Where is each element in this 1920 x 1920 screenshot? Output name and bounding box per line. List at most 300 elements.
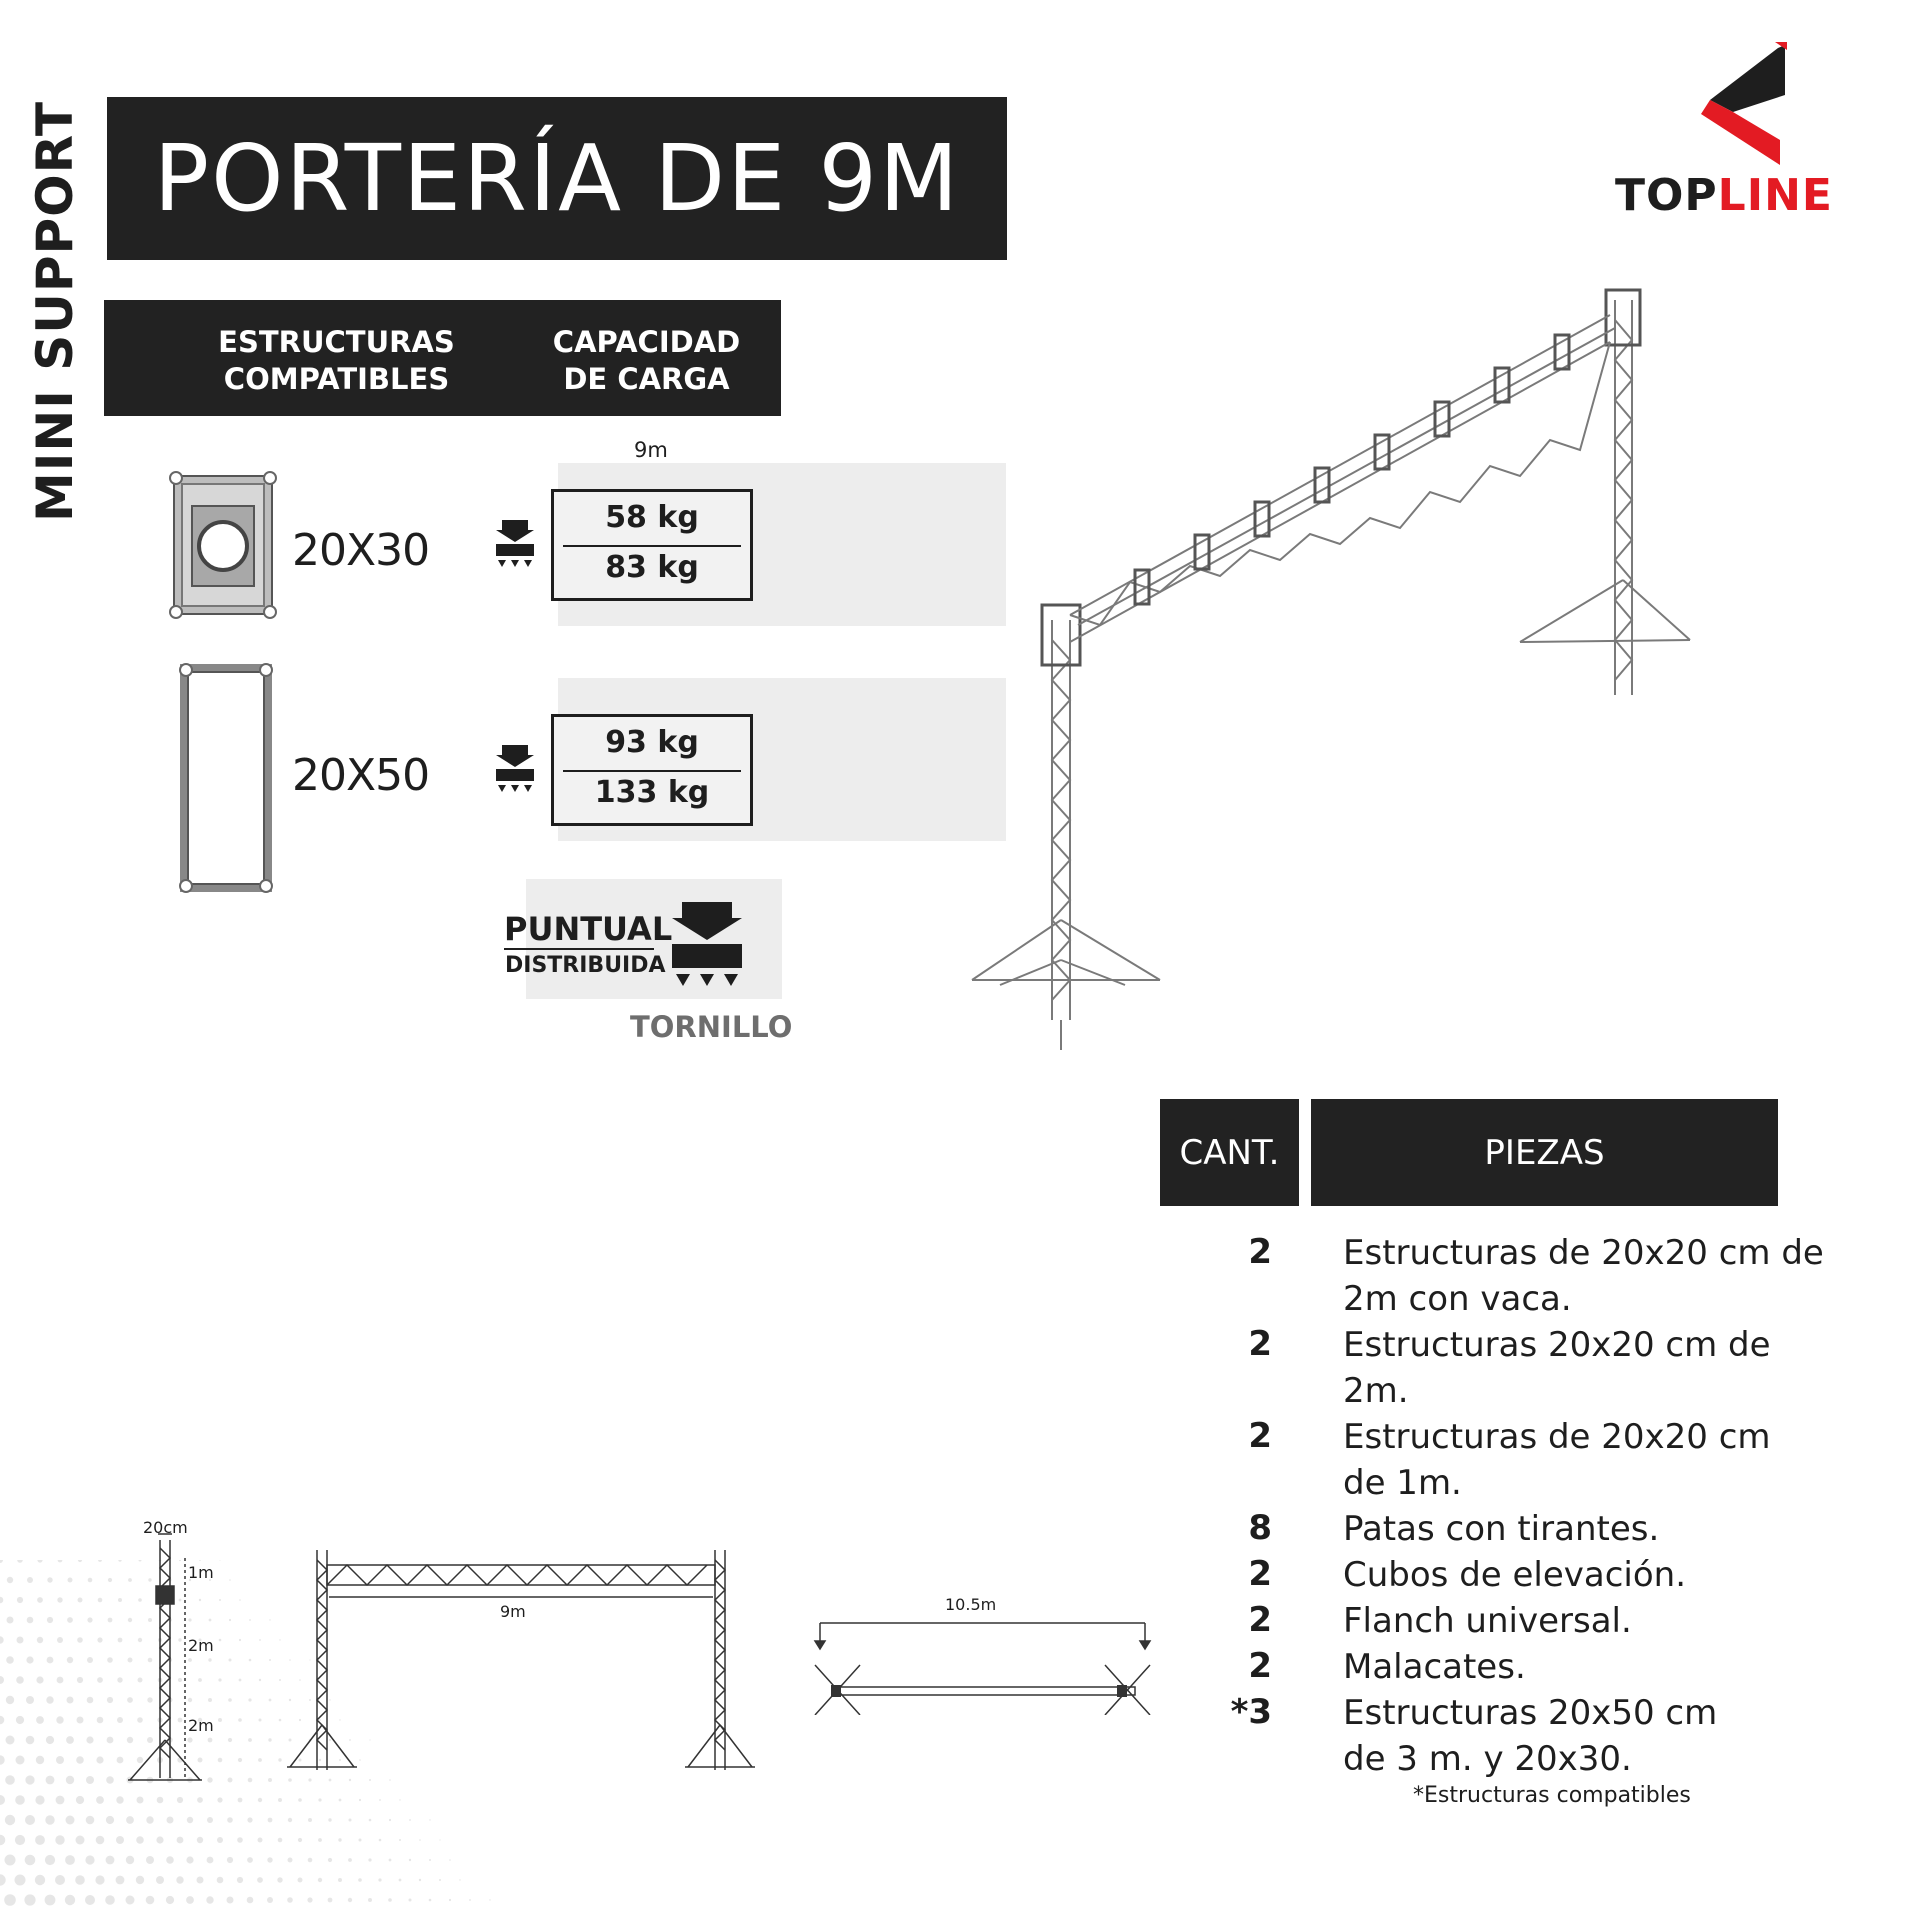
halftone-dot xyxy=(239,1599,241,1601)
halftone-dot xyxy=(277,1877,282,1882)
part-description: Estructuras 20x50 cm de 3 m. y 20x30. xyxy=(1343,1693,1718,1779)
part-description: Estructuras de 20x20 cm de 2m con vaca. xyxy=(1343,1233,1824,1319)
halftone-dot xyxy=(105,1895,115,1905)
halftone-dot xyxy=(328,1898,333,1903)
halftone-dot xyxy=(318,1878,322,1882)
halftone-dot xyxy=(307,1897,312,1902)
halftone-dot xyxy=(429,1819,430,1820)
dim-length: 10.5m xyxy=(945,1595,997,1614)
halftone-dot xyxy=(338,1878,342,1882)
halftone-dot xyxy=(107,1697,113,1703)
truss-20x50-icon xyxy=(176,660,276,896)
halftone-dot xyxy=(219,1599,221,1601)
logo-text: TOPLINE xyxy=(1615,170,1833,221)
halftone-dot xyxy=(46,1776,55,1785)
header-compatible-structures: ESTRUCTURAS COMPATIBLES xyxy=(218,325,455,396)
halftone-dot xyxy=(218,1758,223,1763)
halftone-dot xyxy=(107,1657,113,1663)
halftone-dot xyxy=(36,1756,44,1764)
halftone-dot xyxy=(439,1839,440,1840)
halftone-dot xyxy=(269,1659,271,1661)
part-description: Malacates. xyxy=(1343,1647,1526,1687)
halftone-dot xyxy=(409,1859,411,1861)
halftone-dot xyxy=(247,1897,254,1904)
load-type-icon xyxy=(496,745,534,795)
halftone-dot xyxy=(146,1896,155,1905)
halftone-dot xyxy=(97,1637,102,1642)
halftone-dot xyxy=(368,1898,372,1902)
halftone-dot xyxy=(248,1778,253,1783)
halftone-dot xyxy=(37,1637,43,1643)
halftone-dot xyxy=(15,1795,25,1805)
halftone-dot xyxy=(166,1896,174,1904)
halftone-dot xyxy=(259,1639,261,1641)
halftone-dot xyxy=(157,1797,164,1804)
halftone-dot xyxy=(269,1699,272,1702)
halftone-dot xyxy=(7,1617,14,1624)
point-load-value: 58 kg xyxy=(605,500,699,535)
halftone-dot xyxy=(219,1560,220,1561)
halftone-dot xyxy=(217,1837,223,1843)
halftone-dot xyxy=(87,1657,93,1663)
halftone-dot xyxy=(369,1779,371,1781)
halftone-dot xyxy=(65,1855,75,1865)
front-view-diagram xyxy=(285,1545,755,1770)
halftone-dot xyxy=(287,1897,293,1903)
halftone-dot xyxy=(238,1718,242,1722)
halftone-dot xyxy=(258,1798,262,1802)
halftone-dot xyxy=(218,1718,222,1722)
halftone-dot xyxy=(66,1776,74,1784)
halftone-dot xyxy=(56,1716,63,1723)
truss-label-20x50: 20X50 xyxy=(292,750,430,801)
halftone-dot xyxy=(379,1839,382,1842)
halftone-dot xyxy=(26,1696,34,1704)
halftone-dot xyxy=(17,1560,23,1563)
halftone-dot xyxy=(57,1637,63,1643)
halftone-dot xyxy=(16,1756,25,1765)
halftone-dot xyxy=(57,1597,62,1602)
halftone-dot xyxy=(76,1836,85,1845)
top-view-diagram xyxy=(805,1615,1155,1715)
halftone-dot xyxy=(47,1657,54,1664)
halftone-dot xyxy=(268,1818,273,1823)
halftone-dot xyxy=(228,1778,233,1783)
halftone-dot xyxy=(126,1896,135,1905)
part-description: Cubos de elevación. xyxy=(1343,1555,1687,1595)
halftone-dot xyxy=(78,1560,82,1562)
halftone-dot xyxy=(25,1775,34,1784)
halftone-dot xyxy=(267,1897,273,1903)
halftone-dot xyxy=(449,1859,451,1861)
halftone-dot xyxy=(45,1855,55,1865)
halftone-dot xyxy=(419,1879,421,1881)
halftone-dot xyxy=(268,1778,272,1782)
dim-width: 20cm xyxy=(143,1518,188,1537)
halftone-dot xyxy=(248,1698,251,1701)
halftone-dot xyxy=(278,1758,281,1761)
distributed-load-value: 83 kg xyxy=(605,550,699,585)
halftone-dot xyxy=(107,1737,114,1744)
halftone-dot xyxy=(106,1776,114,1784)
halftone-dot xyxy=(258,1758,262,1762)
halftone-dot xyxy=(4,1894,16,1906)
halftone-dot xyxy=(55,1875,65,1885)
halftone-dot xyxy=(67,1697,74,1704)
halftone-dot xyxy=(328,1818,331,1821)
halftone-dot xyxy=(96,1796,104,1804)
halftone-dot xyxy=(388,1898,392,1902)
halftone-dot xyxy=(359,1799,361,1801)
halftone-dot xyxy=(116,1876,125,1885)
halftone-dot xyxy=(389,1819,391,1821)
halftone-dot xyxy=(186,1856,193,1863)
halftone-dot xyxy=(429,1899,432,1902)
halftone-dot xyxy=(227,1817,233,1823)
halftone-dot xyxy=(66,1816,75,1825)
qty-column-header: CANT. xyxy=(1160,1099,1299,1206)
halftone-dot xyxy=(56,1796,65,1805)
halftone-dot xyxy=(237,1837,243,1843)
halftone-dot xyxy=(108,1578,112,1582)
halftone-dot xyxy=(279,1679,281,1681)
halftone-dot xyxy=(106,1856,115,1865)
part-qty: *3 xyxy=(1230,1692,1272,1732)
part-description: Flanch universal. xyxy=(1343,1601,1632,1641)
halftone-dot xyxy=(86,1776,94,1784)
halftone-dot xyxy=(267,1857,272,1862)
part-qty: 2 xyxy=(1248,1646,1272,1686)
halftone-dot xyxy=(239,1679,242,1682)
halftone-dot xyxy=(37,1597,43,1603)
halftone-dot xyxy=(338,1838,341,1841)
halftone-dot xyxy=(65,1895,75,1905)
halftone-dot xyxy=(409,1899,412,1902)
side-view-diagram xyxy=(120,1518,210,1793)
halftone-dot xyxy=(77,1637,83,1643)
halftone-dot xyxy=(249,1659,252,1662)
halftone-dot xyxy=(227,1857,233,1863)
halftone-dot xyxy=(217,1877,224,1884)
halftone-dot xyxy=(78,1598,83,1603)
halftone-dot xyxy=(248,1738,252,1742)
halftone-dot xyxy=(27,1617,34,1624)
load-box-20x50 xyxy=(551,714,753,826)
halftone-dot xyxy=(77,1717,84,1724)
halftone-dot xyxy=(166,1856,174,1864)
halftone-dot xyxy=(318,1838,322,1842)
halftone-dot xyxy=(389,1779,391,1781)
halftone-dot xyxy=(66,1736,74,1744)
halftone-dot xyxy=(399,1879,402,1882)
halftone-dot xyxy=(177,1837,184,1844)
halftone-dot xyxy=(97,1717,104,1724)
dim-seg1: 1m xyxy=(188,1563,214,1582)
halftone-dot xyxy=(247,1857,253,1863)
halftone-dot xyxy=(459,1879,460,1880)
halftone-dot xyxy=(349,1819,352,1822)
halftone-dot xyxy=(258,1838,263,1843)
title-bar xyxy=(107,97,1007,260)
halftone-dot xyxy=(399,1799,400,1800)
halftone-dot xyxy=(47,1577,52,1582)
part-qty: 2 xyxy=(1248,1416,1272,1456)
halftone-dot xyxy=(0,1676,4,1684)
halftone-dot xyxy=(399,1839,401,1841)
halftone-dot xyxy=(17,1637,24,1644)
halftone-dot xyxy=(469,1899,471,1901)
halftone-dot xyxy=(308,1818,312,1822)
part-qty: 8 xyxy=(1248,1508,1272,1548)
halftone-dot xyxy=(308,1778,311,1781)
halftone-dot xyxy=(219,1639,222,1642)
halftone-dot xyxy=(37,1560,42,1563)
halftone-dot xyxy=(259,1719,262,1722)
load-box-20x30 xyxy=(551,489,753,601)
halftone-dot xyxy=(6,1696,14,1704)
halftone-dot xyxy=(47,1617,53,1623)
halftone-dot xyxy=(0,1597,3,1604)
halftone-dot xyxy=(239,1639,241,1641)
halftone-dot xyxy=(197,1797,203,1803)
halftone-dot xyxy=(5,1775,15,1785)
halftone-dot xyxy=(269,1619,270,1620)
halftone-dot xyxy=(26,1656,33,1663)
halftone-dot xyxy=(329,1779,332,1782)
halftone-dot xyxy=(68,1578,73,1583)
halftone-dot xyxy=(228,1738,232,1742)
halftone-dot xyxy=(218,1678,221,1681)
halftone-dot xyxy=(449,1899,451,1901)
halftone-dot xyxy=(35,1875,45,1885)
halftone-dot xyxy=(5,1815,15,1825)
halftone-dot xyxy=(308,1858,313,1863)
halftone-dot xyxy=(379,1799,381,1801)
halftone-dot xyxy=(35,1835,45,1845)
halftone-dot xyxy=(288,1818,292,1822)
part-qty: 2 xyxy=(1248,1324,1272,1364)
halftone-dot xyxy=(217,1797,222,1802)
halftone-dot xyxy=(227,1897,234,1904)
footnote: *Estructuras compatibles xyxy=(1413,1783,1691,1808)
halftone-dot xyxy=(45,1895,56,1906)
halftone-dot xyxy=(206,1896,213,1903)
goalpost-illustration xyxy=(960,280,1710,1060)
halftone-dot xyxy=(349,1779,351,1781)
span-label: 9m xyxy=(634,438,668,462)
halftone-dot xyxy=(116,1796,123,1803)
halftone-dot xyxy=(186,1896,194,1904)
halftone-dot xyxy=(177,1797,183,1803)
part-description: Estructuras de 20x20 cm de 1m. xyxy=(1343,1417,1771,1503)
part-description: Estructuras 20x20 cm de 2m. xyxy=(1343,1325,1771,1411)
halftone-dot xyxy=(207,1817,213,1823)
dim-seg2: 2m xyxy=(188,1636,214,1655)
legend-load-icon xyxy=(672,902,742,990)
halftone-dot xyxy=(87,1697,94,1704)
spec-header xyxy=(104,300,781,416)
point-load-value: 93 kg xyxy=(605,725,699,760)
halftone-dot xyxy=(35,1795,44,1804)
halftone-dot xyxy=(228,1698,232,1702)
halftone-dot xyxy=(298,1838,302,1842)
part-qty: 2 xyxy=(1248,1554,1272,1594)
halftone-dot xyxy=(137,1797,144,1804)
halftone-dot xyxy=(25,1855,36,1866)
halftone-dot xyxy=(176,1876,183,1883)
distributed-load-value: 133 kg xyxy=(594,775,710,810)
halftone-dot xyxy=(126,1856,134,1864)
halftone-dot xyxy=(259,1679,261,1681)
halftone-dot xyxy=(298,1798,302,1802)
halftone-dot xyxy=(229,1619,231,1621)
halftone-dot xyxy=(45,1815,54,1824)
topline-logo xyxy=(1615,40,1885,220)
halftone-dot xyxy=(16,1716,24,1724)
halftone-dot xyxy=(136,1836,144,1844)
halftone-dot xyxy=(146,1816,153,1823)
halftone-dot xyxy=(0,1835,5,1846)
halftone-dot xyxy=(238,1758,242,1762)
halftone-dot xyxy=(156,1876,164,1884)
halftone-dot xyxy=(67,1617,73,1623)
halftone-dot xyxy=(257,1877,263,1883)
halftone-dot xyxy=(318,1798,321,1801)
halftone-dot xyxy=(126,1816,134,1824)
halftone-dot xyxy=(288,1858,293,1863)
halftone-dot xyxy=(136,1876,144,1884)
halftone-dot xyxy=(167,1817,174,1824)
halftone-dot xyxy=(6,1656,14,1664)
halftone-dot xyxy=(46,1736,54,1744)
halftone-dot xyxy=(5,1855,16,1866)
dim-span: 9m xyxy=(500,1602,526,1621)
halftone-dot xyxy=(419,1839,421,1841)
halftone-dot xyxy=(67,1657,73,1663)
part-description: Patas con tirantes. xyxy=(1343,1509,1660,1549)
halftone-dot xyxy=(0,1636,4,1643)
halftone-dot xyxy=(15,1875,26,1886)
halftone-dot xyxy=(279,1719,282,1722)
halftone-dot xyxy=(237,1877,243,1883)
halftone-dot xyxy=(298,1878,303,1883)
halftone-dot xyxy=(36,1676,43,1683)
halftone-dot xyxy=(108,1618,113,1623)
halftone-dot xyxy=(26,1736,35,1745)
halftone-dot xyxy=(0,1560,3,1563)
halftone-dot xyxy=(268,1738,271,1741)
halftone-dot xyxy=(24,1894,35,1905)
halftone-dot xyxy=(15,1835,25,1845)
halftone-dot xyxy=(87,1617,92,1622)
halftone-dot xyxy=(359,1839,362,1842)
halftone-dot xyxy=(106,1816,114,1824)
halftone-dot xyxy=(249,1619,251,1621)
halftone-dot xyxy=(348,1858,352,1862)
halftone-dot xyxy=(116,1836,124,1844)
halftone-dot xyxy=(36,1716,44,1724)
halftone-dot xyxy=(6,1736,15,1745)
logo-mark-icon xyxy=(1615,40,1885,170)
halftone-dot xyxy=(86,1736,93,1743)
halftone-dot xyxy=(238,1798,243,1803)
halftone-dot xyxy=(96,1756,103,1763)
halftone-dot xyxy=(369,1819,372,1822)
halftone-dot xyxy=(55,1835,64,1844)
truss-label-20x30: 20X30 xyxy=(292,525,430,576)
halftone-dot xyxy=(146,1856,154,1864)
halftone-dot xyxy=(229,1579,231,1581)
legend-divider xyxy=(504,948,654,950)
halftone-dot xyxy=(339,1799,342,1802)
halftone-dot xyxy=(27,1577,33,1583)
halftone-dot xyxy=(57,1677,64,1684)
halftone-dot xyxy=(76,1796,84,1804)
halftone-dot xyxy=(278,1798,282,1802)
halftone-dot xyxy=(95,1875,104,1884)
halftone-dot xyxy=(0,1755,5,1764)
dim-seg3: 2m xyxy=(188,1716,214,1735)
halftone-dot xyxy=(46,1696,53,1703)
halftone-dot xyxy=(17,1597,23,1603)
legend-mount: TORNILLO xyxy=(630,1010,793,1044)
halftone-dot xyxy=(0,1795,5,1805)
halftone-dot xyxy=(16,1676,24,1684)
halftone-dot xyxy=(156,1836,163,1843)
parts-column-header: PIEZAS xyxy=(1311,1099,1778,1206)
truss-20x30-icon xyxy=(168,470,278,620)
halftone-dot xyxy=(197,1877,204,1884)
halftone-dot xyxy=(409,1819,411,1821)
halftone-dot xyxy=(288,1778,292,1782)
halftone-dot xyxy=(58,1560,63,1562)
load-type-icon xyxy=(496,520,534,570)
halftone-dot xyxy=(0,1716,4,1725)
halftone-dot xyxy=(96,1836,105,1845)
halftone-dot xyxy=(98,1598,103,1603)
halftone-dot xyxy=(279,1639,280,1640)
legend-distributed: DISTRIBUIDA xyxy=(505,953,666,978)
halftone-dot xyxy=(25,1815,35,1825)
halftone-dot xyxy=(197,1837,203,1843)
halftone-dot xyxy=(56,1756,64,1764)
halftone-dot xyxy=(75,1875,85,1885)
halftone-dot xyxy=(368,1858,371,1861)
halftone-dot xyxy=(207,1857,214,1864)
halftone-dot xyxy=(247,1817,252,1822)
part-qty: 2 xyxy=(1248,1600,1272,1640)
halftone-dot xyxy=(439,1879,441,1881)
halftone-dot xyxy=(77,1677,83,1683)
halftone-dot xyxy=(86,1816,95,1825)
halftone-dot xyxy=(348,1898,352,1902)
halftone-dot xyxy=(88,1578,93,1583)
halftone-dot xyxy=(97,1677,103,1683)
halftone-dot xyxy=(429,1859,431,1861)
halftone-dot xyxy=(7,1577,13,1583)
halftone-dot xyxy=(85,1855,94,1864)
legend-point: PUNTUAL xyxy=(504,910,673,948)
halftone-dot xyxy=(0,1874,6,1885)
header-load-capacity: CAPACIDAD DE CARGA xyxy=(552,325,741,396)
halftone-dot xyxy=(358,1878,362,1882)
halftone-dot xyxy=(76,1756,84,1764)
part-qty: 2 xyxy=(1248,1232,1272,1272)
halftone-dot xyxy=(98,1560,102,1562)
halftone-dot xyxy=(85,1895,95,1905)
halftone-dot xyxy=(389,1859,392,1862)
halftone-dot xyxy=(278,1838,283,1843)
